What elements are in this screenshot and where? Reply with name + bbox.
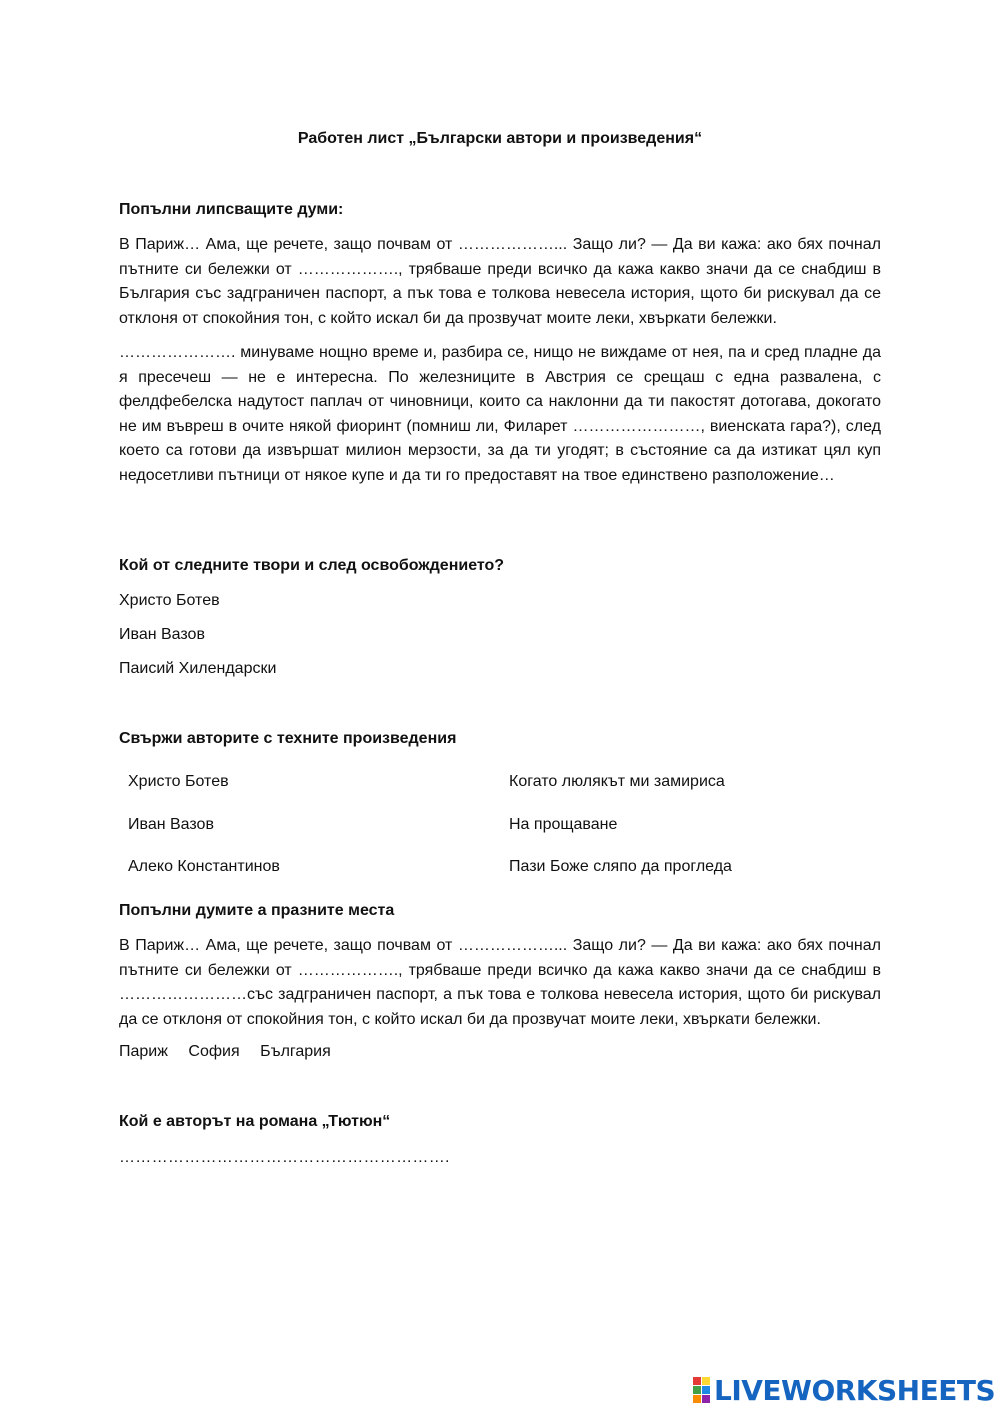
match-author-3[interactable]: Алеко Константинов [128, 858, 280, 875]
word-bank [119, 1043, 347, 1061]
match-work-3[interactable]: Пази Боже сляпо да прогледа [509, 858, 732, 875]
match-work-1[interactable]: Когато люлякът ми замириса [509, 773, 725, 790]
page-title: Работен лист „Български автори и произведения“ [297, 130, 703, 147]
liveworksheets-logo [693, 1373, 995, 1407]
section5-heading: Кой е авторът на романа „Тютюн“ [119, 1113, 391, 1130]
logo-text: LIVEWORKSHEETS [714, 1373, 996, 1407]
section1-heading: Попълни липсващите думи: [119, 201, 344, 218]
match-author-1[interactable]: Христо Ботев [128, 773, 229, 790]
section4-heading: Попълни думите а празните места [119, 902, 395, 919]
match-work-2[interactable]: На прощаване [509, 816, 618, 833]
logo-mark-icon [693, 1377, 710, 1403]
section1-paragraph-1: В Париж… Ама, ще речете, защо почвам от ………………... Защо ли? — Да ви кажа: ако бях почнал пътните си бележки от ………………., трябваше преди всичко да кажа какво значи да се снабдиш в България със задграничен паспорт, а пък това е толкова невесела история, щото би рискувал да се отклоня от спокойния тон, с който искал би да прозвучат моите леки, хвъркати бележки. [119, 236, 881, 327]
section3-heading: Свържи авторите с техните произведения [119, 730, 457, 747]
word-option-1[interactable]: Париж [119, 1043, 168, 1060]
option-ivan-vazov[interactable]: Иван Вазов [119, 626, 205, 643]
section1-paragraph-2: …………………. минуваме нощно време и, разбира се, нищо не виждаме от нея, па и сред пладне да я пресечеш — не е интересна. По железниците в Австрия се срещаш с една развалена, с фелдфебелска надутост паплач от чиновници, които са наклонни да ти пакостят дотогава, докогато не им въвреш в очите някой фиоринт (помниш ли, Филарет ……………………, виенската гара?), след което са готови да извършат милион мерзости, за да ти угодят; в състояние са да изтикат цял куп недосетливи пътници от някое купе и да ти го предоставят на твое единствено разположение… [119, 344, 881, 484]
word-option-2[interactable]: София [188, 1043, 240, 1060]
option-paisiy-hilendarski[interactable]: Паисий Хилендарски [119, 660, 277, 677]
section4-paragraph: В Париж… Ама, ще речете, защо почвам от ………………... Защо ли? — Да ви кажа: ако бях почнал пътните си бележки от ………………., трябваше преди всичко да кажа какво значи да се снабдиш в ……………………със задграничен паспорт, а пък това е толкова невесела история, щото би рискувал да се отклоня от спокойния тон, с който искал би да прозвучат моите леки, хвъркати бележки. [119, 937, 881, 1028]
section2-heading: Кой от следните твори и след освобождението? [119, 557, 505, 574]
word-option-3[interactable]: България [260, 1043, 331, 1060]
match-author-2[interactable]: Иван Вазов [128, 816, 214, 833]
option-hristo-botev[interactable]: Христо Ботев [119, 592, 220, 609]
answer-line[interactable]: ……………………………………………………. [119, 1149, 450, 1166]
